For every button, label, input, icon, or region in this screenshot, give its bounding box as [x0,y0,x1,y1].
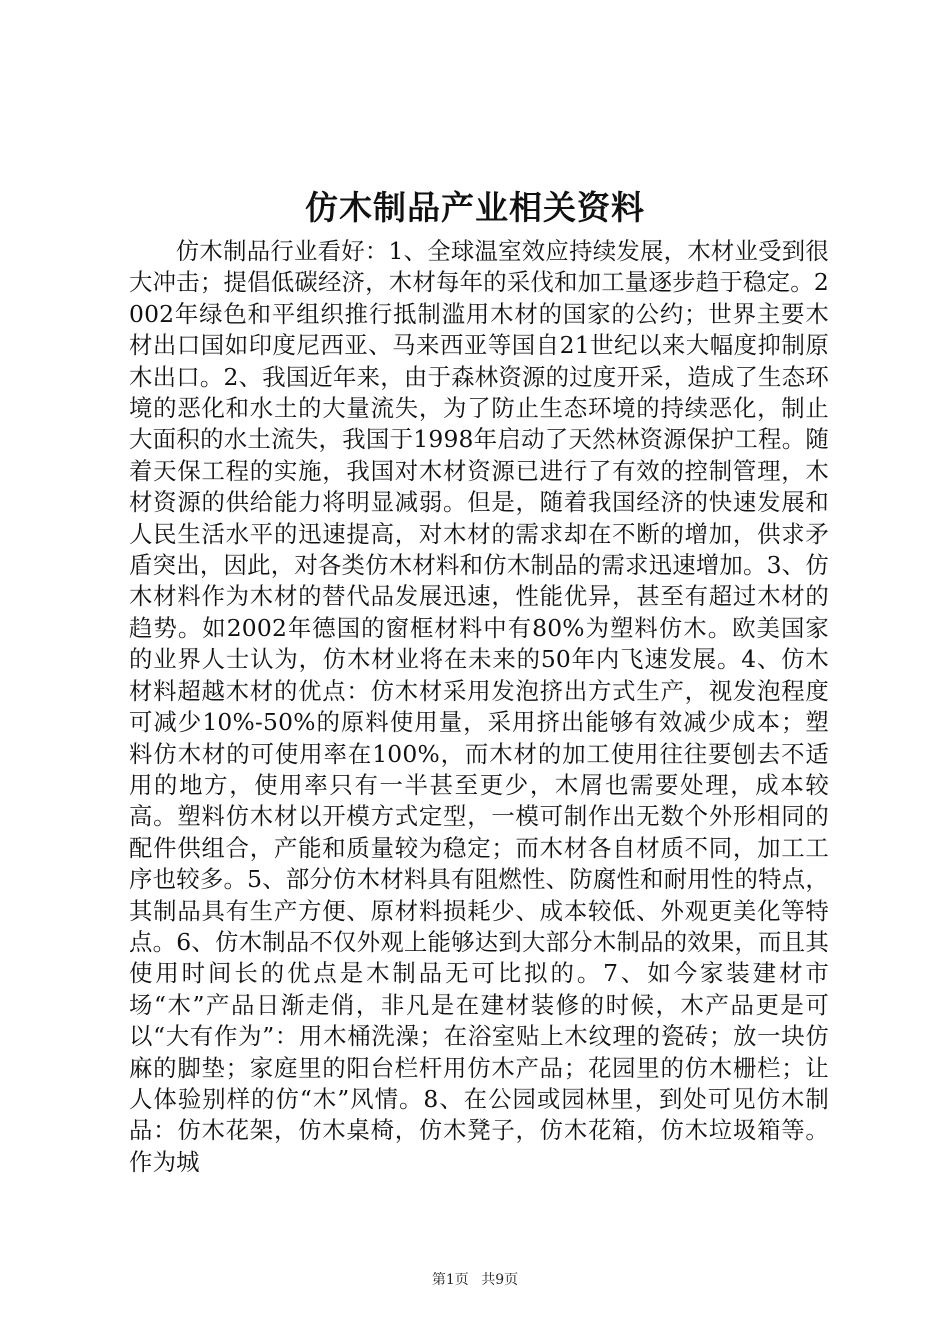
page-number-current: 第1页 [431,1272,469,1288]
page-footer [0,1270,950,1290]
document-body-paragraph: 仿木制品行业看好：1、全球温室效应持续发展，木材业受到很大冲击；提倡低碳经济，木材每年的采伐和加工量逐步趋于稳定。2002年绿色和平组织推行抵制滥用木材的国家的公约；世界主要木材出口国如印度尼西亚、马来西亚等国自21世纪以来大幅度抑制原木出口。2、我国近年来，由于森林资源的过度开采，造成了生态环境的恶化和水土的大量流失，为了防止生态环境的持续恶化，制止大面积的水土流失，我国于1998年启动了天然林资源保护工程。随着天保工程的实施，我国对木材资源已进行了有效的控制管理，木材资源的供给能力将明显减弱。但是，随着我国经济的快速发展和人民生活水平的迅速提高，对木材的需求却在不断的增加，供求矛盾突出，因此，对各类仿木材料和仿木制品的需求迅速增加。3、仿木材料作为木材的替代品发展迅速，性能优异，甚至有超过木材的趋势。如2002年德国的窗框材料中有80%为塑料仿木。欧美国家的业界人士认为，仿木材业将在未来的50年内飞速发展。4、仿木材料超越木材的优点：仿木材采用发泡挤出方式生产，视发泡程度可减少10%-50%的原料使用量，采用挤出能够有效减少成本；塑料仿木材的可使用率在100%，而木材的加工使用往往要刨去不适用的地方，使用率只有一半甚至更少，木屑也需要处理，成本较高。塑料仿木材以开模方式定型，一模可制作出无数个外形相同的配件供组合，产能和质量较为稳定；而木材各自材质不同，加工工序也较多。5、部分仿木材料具有阻燃性、防腐性和耐用性的特点，其制品具有生产方便、原材料损耗少、成本较低、外观更美化等特点。6、仿木制品不仅外观上能够达到大部分木制品的效果，而且其使用时间长的优点是木制品无可比拟的。7、如今家装建材市场“木”产品日渐走俏，非凡是在建材装修的时候，木产品更是可以“大有作为”：用木桶洗澡；在浴室贴上木纹理的瓷砖；放一块仿麻的脚垫；家庭里的阳台栏杆用仿木产品；花园里的仿木栅栏；让人体验别样的仿“木”风情。8、在公园或园林里，到处可见仿木制品：仿木花架，仿木桌椅，仿木凳子，仿木花箱，仿木垃圾箱等。作为城 [129,237,829,1176]
document-title: 仿木制品产业相关资料 [305,188,645,227]
page-number-total: 共9页 [481,1272,519,1288]
